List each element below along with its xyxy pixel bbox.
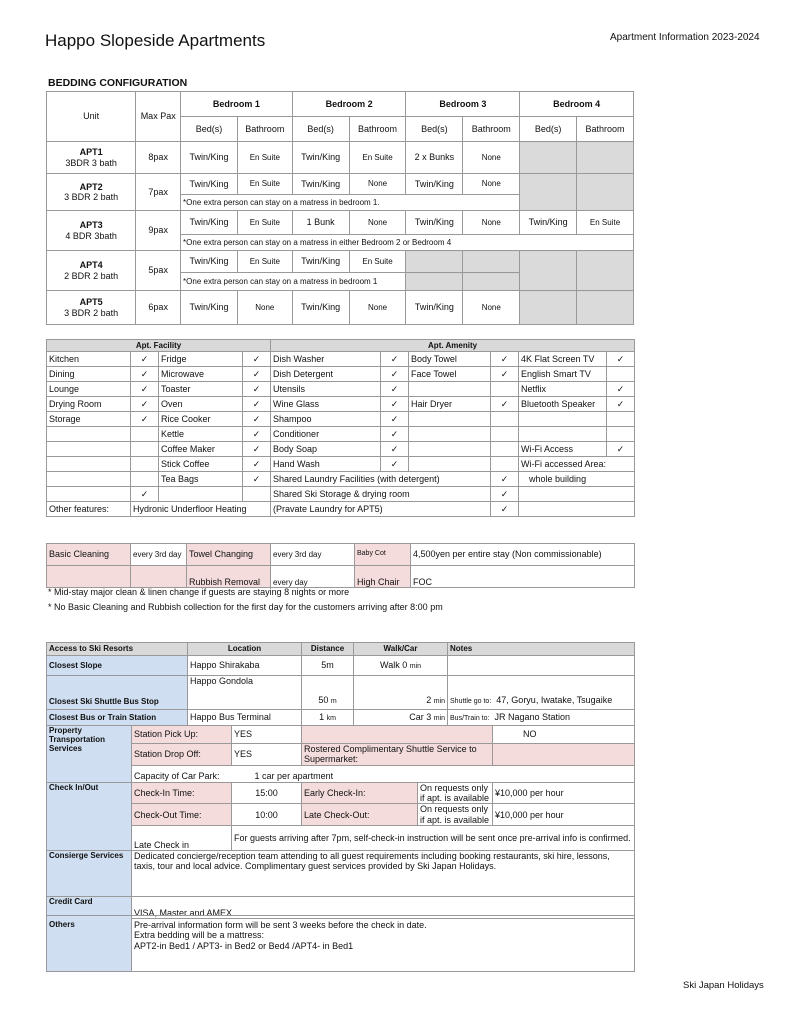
basic-cleaning-label: Basic Cleaning (47, 544, 131, 566)
check-icon: ✓ (491, 367, 519, 382)
bed-cell: Twin/King (406, 291, 463, 325)
check-icon: ✓ (243, 367, 271, 382)
closest-slope-location: Happo Shirakaba (188, 656, 302, 676)
empty-cell (159, 487, 243, 502)
table-row (47, 457, 635, 472)
table-row (47, 676, 635, 710)
empty-cell (47, 457, 131, 472)
empty-cell (577, 174, 634, 211)
facility-item: Oven (159, 397, 243, 412)
header-bedroom-1: Bedroom 1 (181, 92, 293, 117)
cleaning-note-1: * Mid-stay major clean & linen change if guests are staying 8 nights or more (48, 587, 350, 597)
header-beds: Bed(s) (181, 117, 238, 142)
ski-storage: Shared Ski Storage & drying room (271, 487, 491, 502)
bath-cell: En Suite (237, 174, 292, 195)
check-icon: ✓ (491, 487, 519, 502)
credit-card-value: VISA, Master and AMEX (132, 897, 635, 919)
baby-cot-value: 4,500yen per entire stay (Non commissionable) (411, 544, 635, 566)
shuttle-stop-label: Closest Ski Shuttle Bus Stop (47, 676, 188, 710)
access-header: Access to Ski Resorts (47, 643, 188, 656)
rubbish-removal-label: Rubbish Removal (187, 566, 271, 588)
concierge-value: Dedicated concierge/reception team attending to all guest requirements including booking restaurants, ski hire, lessons, taxis, tour and local advice. Complimentary guest services provided by Ski Japan Holidays. (132, 851, 635, 897)
bed-cell: Twin/King (292, 142, 349, 174)
bed-cell: Twin/King (181, 211, 238, 235)
check-icon: ✓ (131, 382, 159, 397)
wifi-area: whole building (519, 472, 635, 487)
bath-cell: En Suite (577, 211, 634, 235)
facility-item: Microwave (159, 367, 243, 382)
bus-station-location: Happo Bus Terminal (188, 710, 302, 726)
unit-desc: 3 BDR 2 bath (64, 192, 119, 202)
amenity-item: 4K Flat Screen TV (519, 352, 607, 367)
page-title: Happo Slopeside Apartments (45, 31, 266, 50)
checkin-label: Check-In Time: (132, 782, 232, 804)
bath-cell: En Suite (349, 251, 406, 273)
max-pax: 5pax (136, 251, 181, 291)
amenity-item: Body Towel (409, 352, 491, 367)
empty-cell (409, 382, 491, 397)
unit-desc: 3 BDR 2 bath (64, 307, 119, 318)
others-label: Others (47, 916, 132, 972)
facility-table (46, 339, 635, 517)
header-bedroom-4: Bedroom 4 (520, 92, 634, 117)
facility-item: Drying Room (47, 397, 131, 412)
empty-cell (491, 442, 519, 457)
empty-cell (491, 412, 519, 427)
empty-cell (607, 412, 635, 427)
check-icon: ✓ (243, 412, 271, 427)
empty-cell (409, 442, 491, 457)
early-checkin-price: ¥10,000 per hour (493, 782, 635, 804)
empty-cell (47, 472, 131, 487)
check-icon: ✓ (491, 352, 519, 367)
bedding-table (46, 91, 634, 325)
pickup-value: YES (232, 726, 302, 744)
unit-name: APT2 (79, 181, 103, 192)
empty-cell (131, 457, 159, 472)
bed-cell: Twin/King (406, 211, 463, 235)
bed-cell: 1 Bunk (292, 211, 349, 235)
table-row (47, 251, 634, 273)
shuttle-time: 2 (426, 694, 432, 705)
check-icon: ✓ (243, 397, 271, 412)
bed-cell: 2 x Bunks (406, 142, 463, 174)
check-icon: ✓ (243, 427, 271, 442)
bus-note: JR Nagano Station (494, 711, 571, 722)
header-bedroom-3: Bedroom 3 (406, 92, 520, 117)
amenity-item: Hand Wash (271, 457, 381, 472)
concierge-label: Consierge Services (47, 851, 132, 897)
row-note: *One extra person can stay on a matress in bedroom 1 (181, 273, 406, 291)
unit-m: m (330, 697, 337, 705)
unit-min: min (409, 662, 421, 670)
closest-slope-label: Closest Slope (47, 656, 188, 676)
rubbish-removal-freq: every day (271, 566, 355, 588)
empty-cell (519, 427, 607, 442)
table-row (47, 710, 635, 726)
check-icon: ✓ (607, 397, 635, 412)
late-checkin-label: Late Check in (132, 826, 232, 851)
bath-cell: None (463, 291, 520, 325)
check-icon: ✓ (607, 352, 635, 367)
empty-cell (409, 457, 491, 472)
check-icon: ✓ (243, 442, 271, 457)
max-pax: 8pax (136, 142, 181, 174)
checkin-value: 15:00 (232, 782, 302, 804)
empty-cell (131, 472, 159, 487)
bus-note-label: Bus/Train to: (450, 714, 490, 722)
walkcar-header: Walk/Car (354, 643, 448, 656)
facility-item: Coffee Maker (159, 442, 243, 457)
bath-cell: En Suite (349, 142, 406, 174)
empty-cell (491, 382, 519, 397)
dropoff-label: Station Drop Off: (132, 744, 232, 766)
bed-cell: Twin/King (181, 251, 238, 273)
check-icon: ✓ (381, 352, 409, 367)
table-row (47, 502, 635, 517)
distance-header: Distance (302, 643, 354, 656)
table-row (47, 765, 635, 782)
table-row (47, 826, 635, 851)
check-icon: ✓ (381, 442, 409, 457)
header-beds: Bed(s) (292, 117, 349, 142)
baby-cot-label: Baby Cot (355, 544, 411, 566)
header-bedroom-2: Bedroom 2 (292, 92, 406, 117)
empty-cell (406, 273, 463, 291)
others-line-1: Pre-arrival information form will be sent 3 weeks before the check in date. (134, 920, 427, 930)
empty-cell (520, 291, 577, 325)
table-row (47, 782, 635, 804)
empty-cell (491, 457, 519, 472)
facility-item: Lounge (47, 382, 131, 397)
facility-item: Tea Bags (159, 472, 243, 487)
empty-cell (519, 412, 607, 427)
late-checkout-label: Late Check-Out: (302, 804, 418, 826)
check-icon: ✓ (607, 442, 635, 457)
unit-min: min (433, 697, 446, 705)
table-row (47, 352, 635, 367)
bath-cell: None (349, 174, 406, 195)
empty-cell (243, 487, 271, 502)
unit-min: min (433, 714, 446, 722)
others-table (46, 915, 635, 972)
empty-cell (493, 744, 635, 766)
bath-cell: None (463, 211, 520, 235)
pickup-no: NO (493, 726, 635, 744)
max-pax: 9pax (136, 211, 181, 251)
table-row (47, 442, 635, 457)
check-icon: ✓ (381, 397, 409, 412)
basic-cleaning-freq: every 3rd day (131, 544, 187, 566)
page-subtitle: Apartment Information 2023-2024 (610, 32, 760, 43)
table-row (47, 472, 635, 487)
checkout-value: 10:00 (232, 804, 302, 826)
table-row (47, 291, 634, 325)
bus-station-label: Closest Bus or Train Station (47, 710, 188, 726)
empty-cell (520, 142, 577, 174)
high-chair-value: FOC (411, 566, 635, 588)
empty-cell (47, 442, 131, 457)
amenity-item: Utensils (271, 382, 381, 397)
amenity-item: Dish Washer (271, 352, 381, 367)
checkinout-label: Check In/Out (47, 782, 132, 850)
empty-cell (409, 427, 491, 442)
unit-desc: 2 BDR 2 bath (64, 270, 119, 281)
parking-label: Capacity of Car Park: (134, 771, 220, 782)
bath-cell: None (463, 174, 520, 195)
table-row (47, 412, 635, 427)
empty-cell (577, 251, 634, 291)
empty-cell (302, 726, 493, 744)
empty-cell (520, 251, 577, 291)
unit-name: APT4 (79, 260, 103, 271)
table-row (47, 174, 634, 195)
check-icon: ✓ (381, 382, 409, 397)
shuttle-distance: 50 (318, 694, 329, 705)
amenity-item: Hair Dryer (409, 397, 491, 412)
facility-item: Dining (47, 367, 131, 382)
closest-slope-distance: 5m (302, 656, 354, 676)
facility-item: Fridge (159, 352, 243, 367)
row-note: *One extra person can stay on a matress in bedroom 1. (181, 195, 520, 211)
check-icon: ✓ (607, 382, 635, 397)
transport-label: Property Transportation Services (47, 726, 132, 783)
unit-km: km (326, 714, 336, 722)
empty-cell (577, 291, 634, 325)
facility-item: Stick Coffee (159, 457, 243, 472)
table-row (47, 656, 635, 676)
amenity-item: Bluetooth Speaker (519, 397, 607, 412)
notes-header: Notes (448, 643, 635, 656)
bed-cell: Twin/King (292, 251, 349, 273)
empty-cell (47, 427, 131, 442)
empty-cell (131, 442, 159, 457)
bath-cell: None (349, 291, 406, 325)
early-checkin-label: Early Check-In: (302, 782, 418, 804)
high-chair-label: High Chair (355, 566, 411, 588)
amenity-item: Conditioner (271, 427, 381, 442)
empty-cell (520, 174, 577, 211)
laundry-facility: Shared Laundry Facilities (with detergent) (271, 472, 491, 487)
table-row (47, 851, 635, 897)
empty-cell (409, 412, 491, 427)
amenity-header: Apt. Amenity (271, 340, 635, 352)
late-checkin-value: For guests arriving after 7pm, self-check-in instruction will be sent once pre-arrival info is confirmed. (232, 826, 635, 851)
bath-cell: None (237, 291, 292, 325)
empty-cell (519, 502, 635, 517)
check-icon: ✓ (491, 472, 519, 487)
table-row (47, 382, 635, 397)
early-checkin-value: On requests only if apt. is available (418, 782, 493, 804)
other-features-value: Hydronic Underfloor Heating (131, 502, 271, 517)
header-maxpax: Max Pax (136, 92, 181, 142)
check-icon: ✓ (381, 412, 409, 427)
footer-brand: Ski Japan Holidays (683, 980, 764, 991)
check-icon: ✓ (381, 427, 409, 442)
shuttle-note-label: Shuttle go to: (450, 697, 492, 705)
credit-card-label: Credit Card (47, 897, 132, 919)
row-note: *One extra person can stay on a matress in either Bedroom 2 or Bedroom 4 (181, 235, 634, 251)
amenity-item: Shampoo (271, 412, 381, 427)
bed-cell: Twin/King (292, 174, 349, 195)
facility-item: Rice Cooker (159, 412, 243, 427)
header-bath: Bathroom (349, 117, 406, 142)
empty-cell (519, 487, 635, 502)
private-laundry: (Pravate Laundry for APT5) (271, 502, 491, 517)
empty-cell (577, 142, 634, 174)
towel-changing-label: Towel Changing (187, 544, 271, 566)
empty-cell (131, 566, 187, 588)
bath-cell: None (463, 142, 520, 174)
facility-header: Apt. Facility (47, 340, 271, 352)
max-pax: 6pax (136, 291, 181, 325)
bed-cell: Twin/King (406, 174, 463, 195)
access-table (46, 642, 635, 919)
bath-cell: En Suite (237, 251, 292, 273)
table-row (47, 367, 635, 382)
check-icon: ✓ (131, 487, 159, 502)
table-row (47, 427, 635, 442)
empty-cell (463, 251, 520, 273)
table-row (47, 726, 635, 744)
table-row (47, 211, 634, 235)
bath-cell: None (349, 211, 406, 235)
location-header: Location (188, 643, 302, 656)
shuttle-note: 47, Goryu, Iwatake, Tsugaike (496, 694, 613, 705)
header-bath: Bathroom (237, 117, 292, 142)
late-checkout-value: On requests only if apt. is available (418, 804, 493, 826)
dropoff-note: Rostered Complimentary Shuttle Service to Supermarket: (302, 744, 493, 766)
empty-cell (47, 566, 131, 588)
empty-cell (463, 273, 520, 291)
check-icon: ✓ (131, 412, 159, 427)
cleaning-table (46, 543, 635, 588)
empty-cell (607, 367, 635, 382)
facility-item: Kitchen (47, 352, 131, 367)
unit-desc: 4 BDR 3bath (65, 230, 117, 241)
empty-cell (607, 427, 635, 442)
parking-value: 1 car per apartment (254, 771, 334, 782)
max-pax: 7pax (136, 174, 181, 211)
bed-cell: Twin/King (520, 211, 577, 235)
empty-cell (406, 251, 463, 273)
header-beds: Bed(s) (520, 117, 577, 142)
check-icon: ✓ (381, 367, 409, 382)
check-icon: ✓ (243, 472, 271, 487)
check-icon: ✓ (131, 367, 159, 382)
shuttle-stop-location: Happo Gondola (188, 676, 302, 710)
amenity-item: Face Towel (409, 367, 491, 382)
unit-name: APT3 (79, 220, 103, 231)
other-features-label: Other features: (47, 502, 131, 517)
check-icon: ✓ (243, 382, 271, 397)
amenity-item: Netflix (519, 382, 607, 397)
facility-item: Storage (47, 412, 131, 427)
bus-car-time: Car 3 (409, 711, 432, 722)
unit-name: APT1 (79, 147, 103, 158)
others-line-2: Extra bedding will be a mattress: (134, 930, 265, 941)
bed-cell: Twin/King (181, 291, 238, 325)
empty-cell (491, 427, 519, 442)
bus-distance: 1 (319, 711, 325, 722)
wifi-area-label: Wi-Fi accessed Area: (519, 457, 635, 472)
checkout-label: Check-Out Time: (132, 804, 232, 826)
bed-cell: Twin/King (181, 174, 238, 195)
facility-item: Toaster (159, 382, 243, 397)
bedding-section-title: BEDDING CONFIGURATION (48, 77, 188, 89)
bed-cell: Twin/King (181, 142, 238, 174)
amenity-item: English Smart TV (519, 367, 607, 382)
check-icon: ✓ (491, 397, 519, 412)
check-icon: ✓ (243, 352, 271, 367)
check-icon: ✓ (491, 502, 519, 517)
header-bath: Bathroom (463, 117, 520, 142)
table-row (47, 487, 635, 502)
check-icon: ✓ (243, 457, 271, 472)
unit-name: APT5 (79, 297, 103, 308)
amenity-item: Body Soap (271, 442, 381, 457)
empty-cell (47, 487, 131, 502)
towel-changing-freq: every 3rd day (271, 544, 355, 566)
header-beds: Bed(s) (406, 117, 463, 142)
bed-cell: Twin/King (292, 291, 349, 325)
table-row (47, 142, 634, 174)
table-row (47, 804, 635, 826)
amenity-item: Wine Glass (271, 397, 381, 412)
bath-cell: En Suite (237, 142, 292, 174)
facility-item: Kettle (159, 427, 243, 442)
dropoff-value: YES (234, 749, 253, 760)
late-checkout-price: ¥10,000 per hour (493, 804, 635, 826)
closest-slope-walk: Walk 0 (380, 659, 408, 670)
empty-cell (131, 427, 159, 442)
cleaning-note-2: * No Basic Cleaning and Rubbish collection for the first day for the customers arriving after 8:00 pm (48, 602, 443, 612)
unit-desc: 3BDR 3 bath (65, 157, 117, 168)
header-unit: Unit (47, 92, 136, 142)
others-line-3: APT2-in Bed1 / APT3- in Bed2 or Bed4 /APT4- in Bed1 (134, 940, 354, 951)
check-icon: ✓ (131, 352, 159, 367)
empty-cell (448, 656, 635, 676)
pickup-label: Station Pick Up: (132, 726, 232, 744)
check-icon: ✓ (131, 397, 159, 412)
amenity-item: Dish Detergent (271, 367, 381, 382)
wifi-access: Wi-Fi Access (519, 442, 607, 457)
check-icon: ✓ (381, 457, 409, 472)
header-bath: Bathroom (577, 117, 634, 142)
table-row (47, 397, 635, 412)
table-row (47, 744, 635, 766)
bath-cell: En Suite (237, 211, 292, 235)
